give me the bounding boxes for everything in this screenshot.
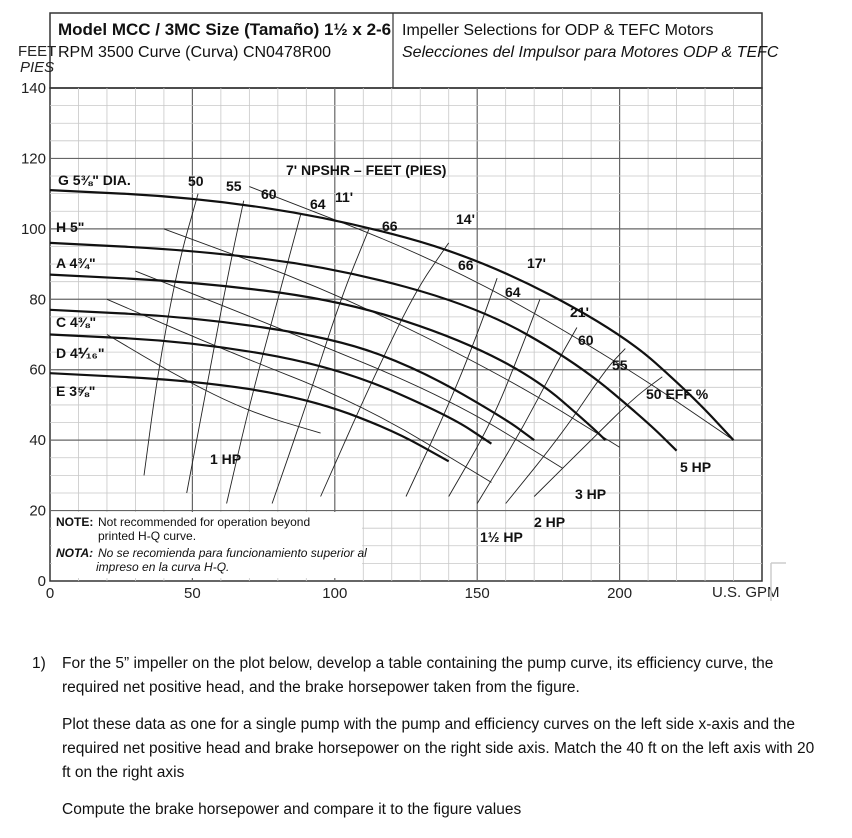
eff-label-66-left: 66 (382, 218, 398, 234)
x-tick-label: 100 (322, 585, 348, 602)
hp-label-3: 3 HP (575, 486, 607, 502)
y-tick-label: 140 (20, 80, 46, 97)
rpm-line: RPM 3500 Curve (Curva) CN0478R00 (58, 44, 331, 61)
hp-label-2: 2 HP (534, 514, 566, 530)
feet-label: FEET (18, 43, 57, 60)
y-tick-label: 0 (37, 573, 46, 590)
hp-label-1-5: 1½ HP (480, 529, 523, 545)
impeller-label-a: A 4¾" (56, 255, 96, 271)
x-axis-label: U.S. GPM (712, 584, 780, 601)
head-curve (50, 310, 534, 440)
npshr-label-21: 21' (570, 304, 589, 320)
eff-label-55-left: 55 (226, 178, 242, 194)
x-tick-label: 0 (45, 585, 55, 602)
npshr-label-17: 17' (527, 255, 546, 271)
eff-label-60-left: 60 (261, 186, 277, 202)
horsepower-line (249, 187, 733, 441)
model-title: Model MCC / 3MC Size (Tamaño) 1½ x 2-6 (58, 20, 392, 39)
npshr-label-11: 11' (335, 189, 354, 205)
question-number: 1) (32, 655, 46, 672)
y-tick-label: 40 (29, 432, 46, 450)
impeller-label-d: D 4⅟₁₆" (56, 345, 105, 361)
eff-label-50-left: 50 (188, 173, 204, 189)
x-tick-label: 150 (464, 585, 490, 602)
x-tick-label: 50 (184, 585, 201, 602)
note-es-bold: NOTA: (56, 546, 94, 560)
impeller-label-g: G 5⅜" DIA. (58, 172, 131, 188)
efficiency-line (449, 299, 540, 496)
note-en-2: printed H-Q curve. (98, 529, 197, 543)
impeller-label-c: C 4⅜" (56, 314, 97, 330)
note-en: Not recommended for operation beyond (98, 515, 311, 529)
eff-label-64-right: 64 (505, 284, 521, 300)
question-para-2: Plot these data as one for a single pump with the pump and efficiency curves on the left side x-axis and the required net positive head and brake horsepower on the right side axis. Match the 40 ft on the left axis with 20 ft on the right axis (62, 716, 815, 781)
y-tick-label: 100 (20, 220, 46, 238)
head-curve (50, 335, 491, 444)
question-block (32, 652, 822, 835)
impeller-line-1: Impeller Selections for ODP & TEFC Motors (402, 22, 714, 39)
note-es: No se recomienda para funcionamiento superior al (98, 546, 367, 560)
hp-label-5: 5 HP (680, 459, 712, 475)
y-tick-label: 20 (29, 502, 46, 520)
question-para-3: Compute the brake horsepower and compare it to the figure values (62, 801, 522, 818)
eff-label-55-right: 55 (612, 357, 628, 373)
y-tick-label: 120 (20, 150, 46, 168)
impeller-line-2: Selecciones del Impulsor para Motores ODP & TEFC (402, 44, 779, 61)
eff-label-66-right: 66 (458, 257, 474, 273)
x-tick-label: 200 (607, 585, 633, 602)
npshr-label-7: 7' NPSHR – FEET (PIES) (286, 162, 447, 178)
hp-label-1: 1 HP (210, 451, 242, 467)
eff-label-64-left: 64 (310, 196, 326, 212)
impeller-label-h: H 5" (56, 219, 85, 235)
question-para-1: For the 5” impeller on the plot below, develop a table containing the pump curve, its efficiency curve, the required net positive head, and the brake horsepower taken from the figure. (62, 655, 774, 696)
npshr-label-14: 14' (456, 211, 475, 227)
eff-label-50-right: 50 EFF % (646, 386, 709, 402)
eff-label-60-right: 60 (578, 332, 594, 348)
pies-label: PIES (20, 59, 55, 76)
y-tick-label: 60 (29, 361, 46, 379)
note-en-bold: NOTE: (56, 515, 94, 529)
note-es-2: impreso en la curva H-Q. (96, 560, 230, 574)
impeller-label-e: E 3⅝" (56, 383, 96, 399)
horsepower-line (107, 299, 491, 482)
y-tick-label: 80 (29, 291, 46, 309)
